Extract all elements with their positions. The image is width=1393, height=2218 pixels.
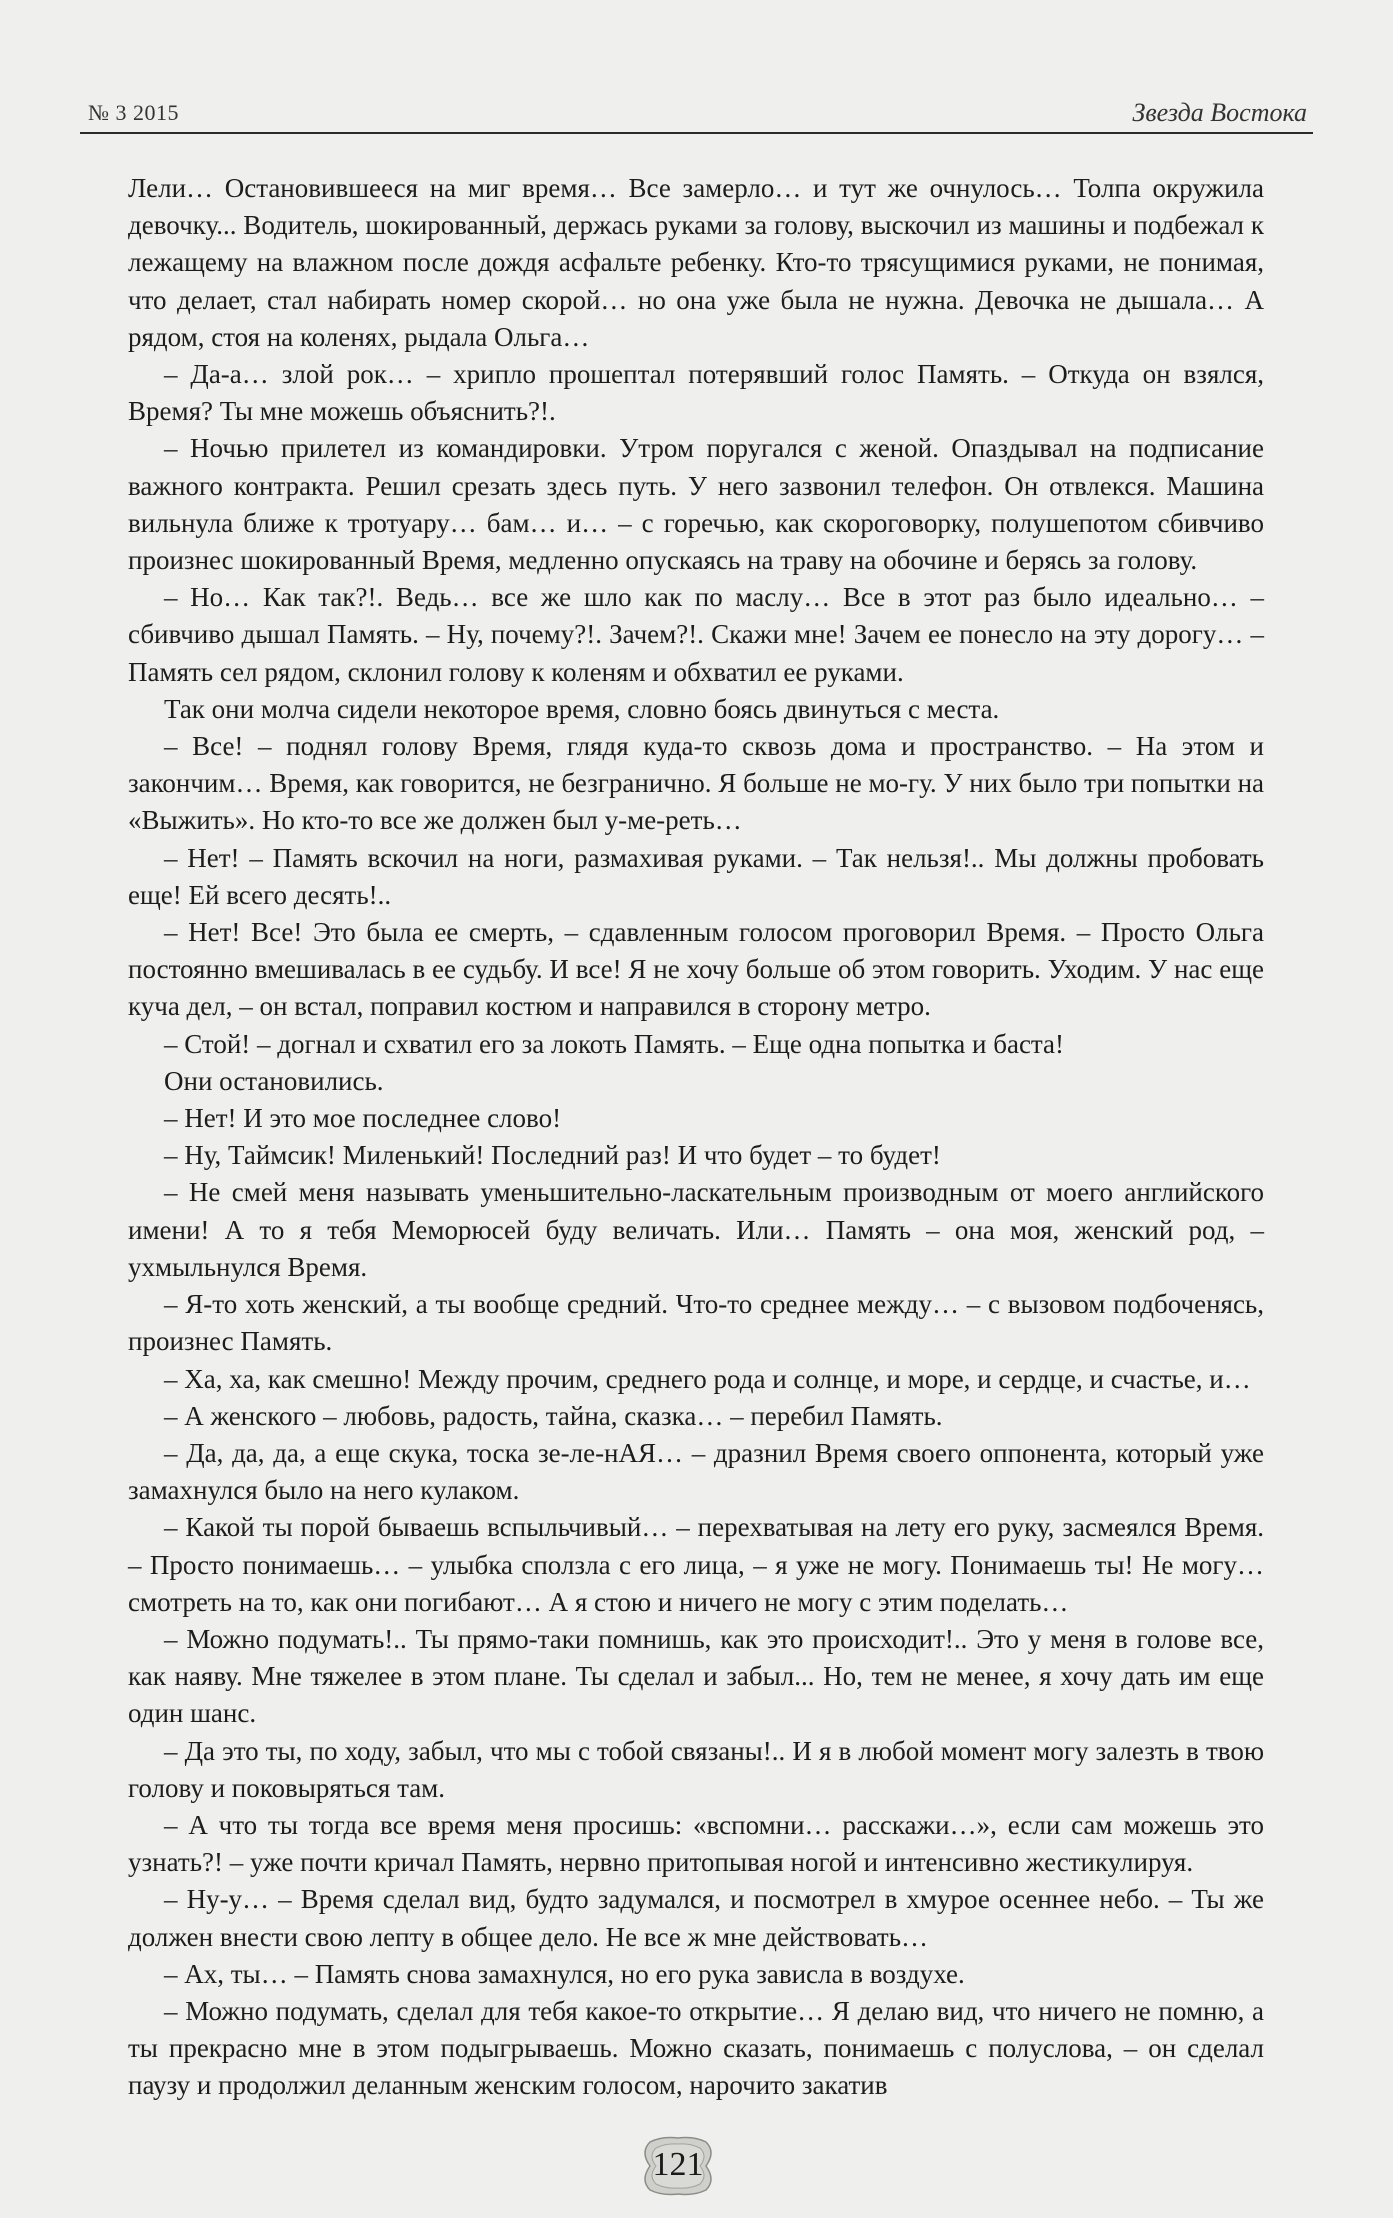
paragraph: – Нет! – Память вскочил на ноги, размахивая руками. – Так нельзя!.. Мы должны пробовать еще! Ей всего десять!.. — [128, 842, 1264, 910]
paragraph: – Можно подумать!.. Ты прямо-таки помнишь, как это происходит!.. Это у меня в голове все, как наяву. Мне тяжелее в этом плане. Ты сделал и забыл... Но, тем не менее, я хочу дать им еще один шанс. — [128, 1623, 1264, 1729]
paragraph: – А что ты тогда все время меня просишь: «вспомни… расскажи…», если сам можешь это узнать?! – уже почти кричал Память, нервно притопывая ногой и интенсивно жестикулируя. — [128, 1809, 1264, 1878]
paragraph: – Все! – поднял голову Время, глядя куда-то сквозь дома и пространство. – На этом и закончим… Время, как говорится, не безгранично. Я больше не мо-гу. У них было три попытки на «Выжить». Но кто-то все же должен был у-ме-реть… — [128, 731, 1264, 836]
page-number-ornament — [636, 2136, 720, 2196]
paragraph: – Какой ты порой бываешь вспыльчивый… – перехватывая на лету его руку, засмеялся Время. – Просто понимаешь… – улыбка сползла с его лица, – я уже не могу. Понимаешь ты! Не могу… смотреть на то, как они погибают… А я стою и ничего не могу с этим поделать… — [128, 1512, 1264, 1617]
paragraph: – Ах, ты… – Память снова замахнулся, но его рука зависла в воздухе. — [164, 1958, 965, 1989]
page-number: 121 — [652, 2146, 704, 2183]
running-header — [80, 92, 1313, 134]
paragraph: – Да, да, да, а еще скука, тоска зе-ле-нАЯ… – дразнил Время своего оппонента, который уже замахнулся было на него кулаком. — [128, 1437, 1264, 1506]
paragraph: – Ха, ха, как смешно! Между прочим, среднего рода и солнце, и море, и сердце, и счастье, и… — [164, 1363, 1251, 1394]
paragraph: – Ну, Таймсик! Миленький! Последний раз! И что будет – то будет! — [164, 1140, 941, 1171]
paragraph: – Нет! И это мое последнее слово! — [164, 1103, 562, 1134]
paragraph: – Да это ты, по ходу, забыл, что мы с тобой связаны!.. И я в любой момент могу залезть в твою голову и поковыряться там. — [128, 1735, 1264, 1803]
paragraph: Они остановились. — [164, 1065, 384, 1096]
magazine-title: Звезда Востока — [1132, 98, 1307, 127]
paragraph: – Не смей меня называть уменьшительно-ласкательным производным от моего английского имени! А то я тебя Меморюсей буду величать. Или… Память – она моя, женский род, – ухмыльнулся Время. — [128, 1177, 1264, 1282]
paragraph: – Ночью прилетел из командировки. Утром поругался с женой. Опаздывал на подписание важного контракта. Решил срезать здесь путь. У него зазвонил телефон. Он отвлекся. Машина вильнула ближе к тротуару… бам… и… – с горечью, как скороговорку, полушепотом сбивчиво произнес шокированный Время, медленно опускаясь на траву на обочине и берясь за голову. — [128, 433, 1264, 576]
paragraph: Лели… Остановившееся на миг время… Все замерло… и тут же очнулось… Толпа окружила девочку... Водитель, шокированный, держась руками за голову, выскочил из машины и подбежал к лежащему на влажном после дождя асфальте ребенку. Кто-то трясущимися руками, не понимая, что делает, стал набирать номер скорой… но она уже была не нужна. Девочка не дышала… А рядом, стоя на коленях, рыдала Ольга… — [128, 173, 1264, 352]
paragraph: – Но… Как так?!. Ведь… все же шло как по маслу… Все в этот раз было идеально… – сбивчиво дышал Память. – Ну, почему?!. Зачем?!. Скажи мне! Зачем ее понесло на эту дорогу… – Память сел рядом, склонил голову к коленям и обхватил ее руками. — [128, 582, 1264, 687]
paragraph: – Можно подумать, сделал для тебя какое-то открытие… Я делаю вид, что ничего не помню, а ты прекрасно мне в этом подыгрываешь. Можно сказать, понимаешь с полуслова, – он сделал паузу и продолжил деланным женским голосом, нарочито закатив — [128, 1995, 1264, 2101]
paragraph: – Нет! Все! Это была ее смерть, – сдавленным голосом проговорил Время. – Просто Ольга постоянно вмешивалась в ее судьбу. И все! Я не хочу больше об этом говорить. Уходим. У нас еще куча дел, – он встал, поправил костюм и направился в сторону метро. — [128, 917, 1264, 1022]
paragraph: – Да-а… злой рок… – хрипло прошептал потерявший голос Память. – Откуда он взялся, Время? Ты мне можешь объяснить?!. — [128, 359, 1264, 427]
issue-number: № 3 2015 — [88, 100, 179, 125]
article-body — [128, 170, 1264, 2101]
paragraph: – Стой! – догнал и схватил его за локоть Память. – Еще одна попытка и баста! — [164, 1028, 1065, 1059]
paragraph: Так они молча сидели некоторое время, словно боясь двинуться с места. — [164, 693, 1000, 724]
paragraph: – А женского – любовь, радость, тайна, сказка… – перебил Память. — [164, 1400, 943, 1431]
paragraph: – Ну-у… – Время сделал вид, будто задумался, и посмотрел в хмурое осеннее небо. – Ты же должен внести свою лепту в общее дело. Не все ж мне действовать… — [128, 1884, 1264, 1952]
paragraph: – Я-то хоть женский, а ты вообще средний. Что-то среднее между… – с вызовом подбоченясь, произнес Память. — [128, 1289, 1264, 1357]
